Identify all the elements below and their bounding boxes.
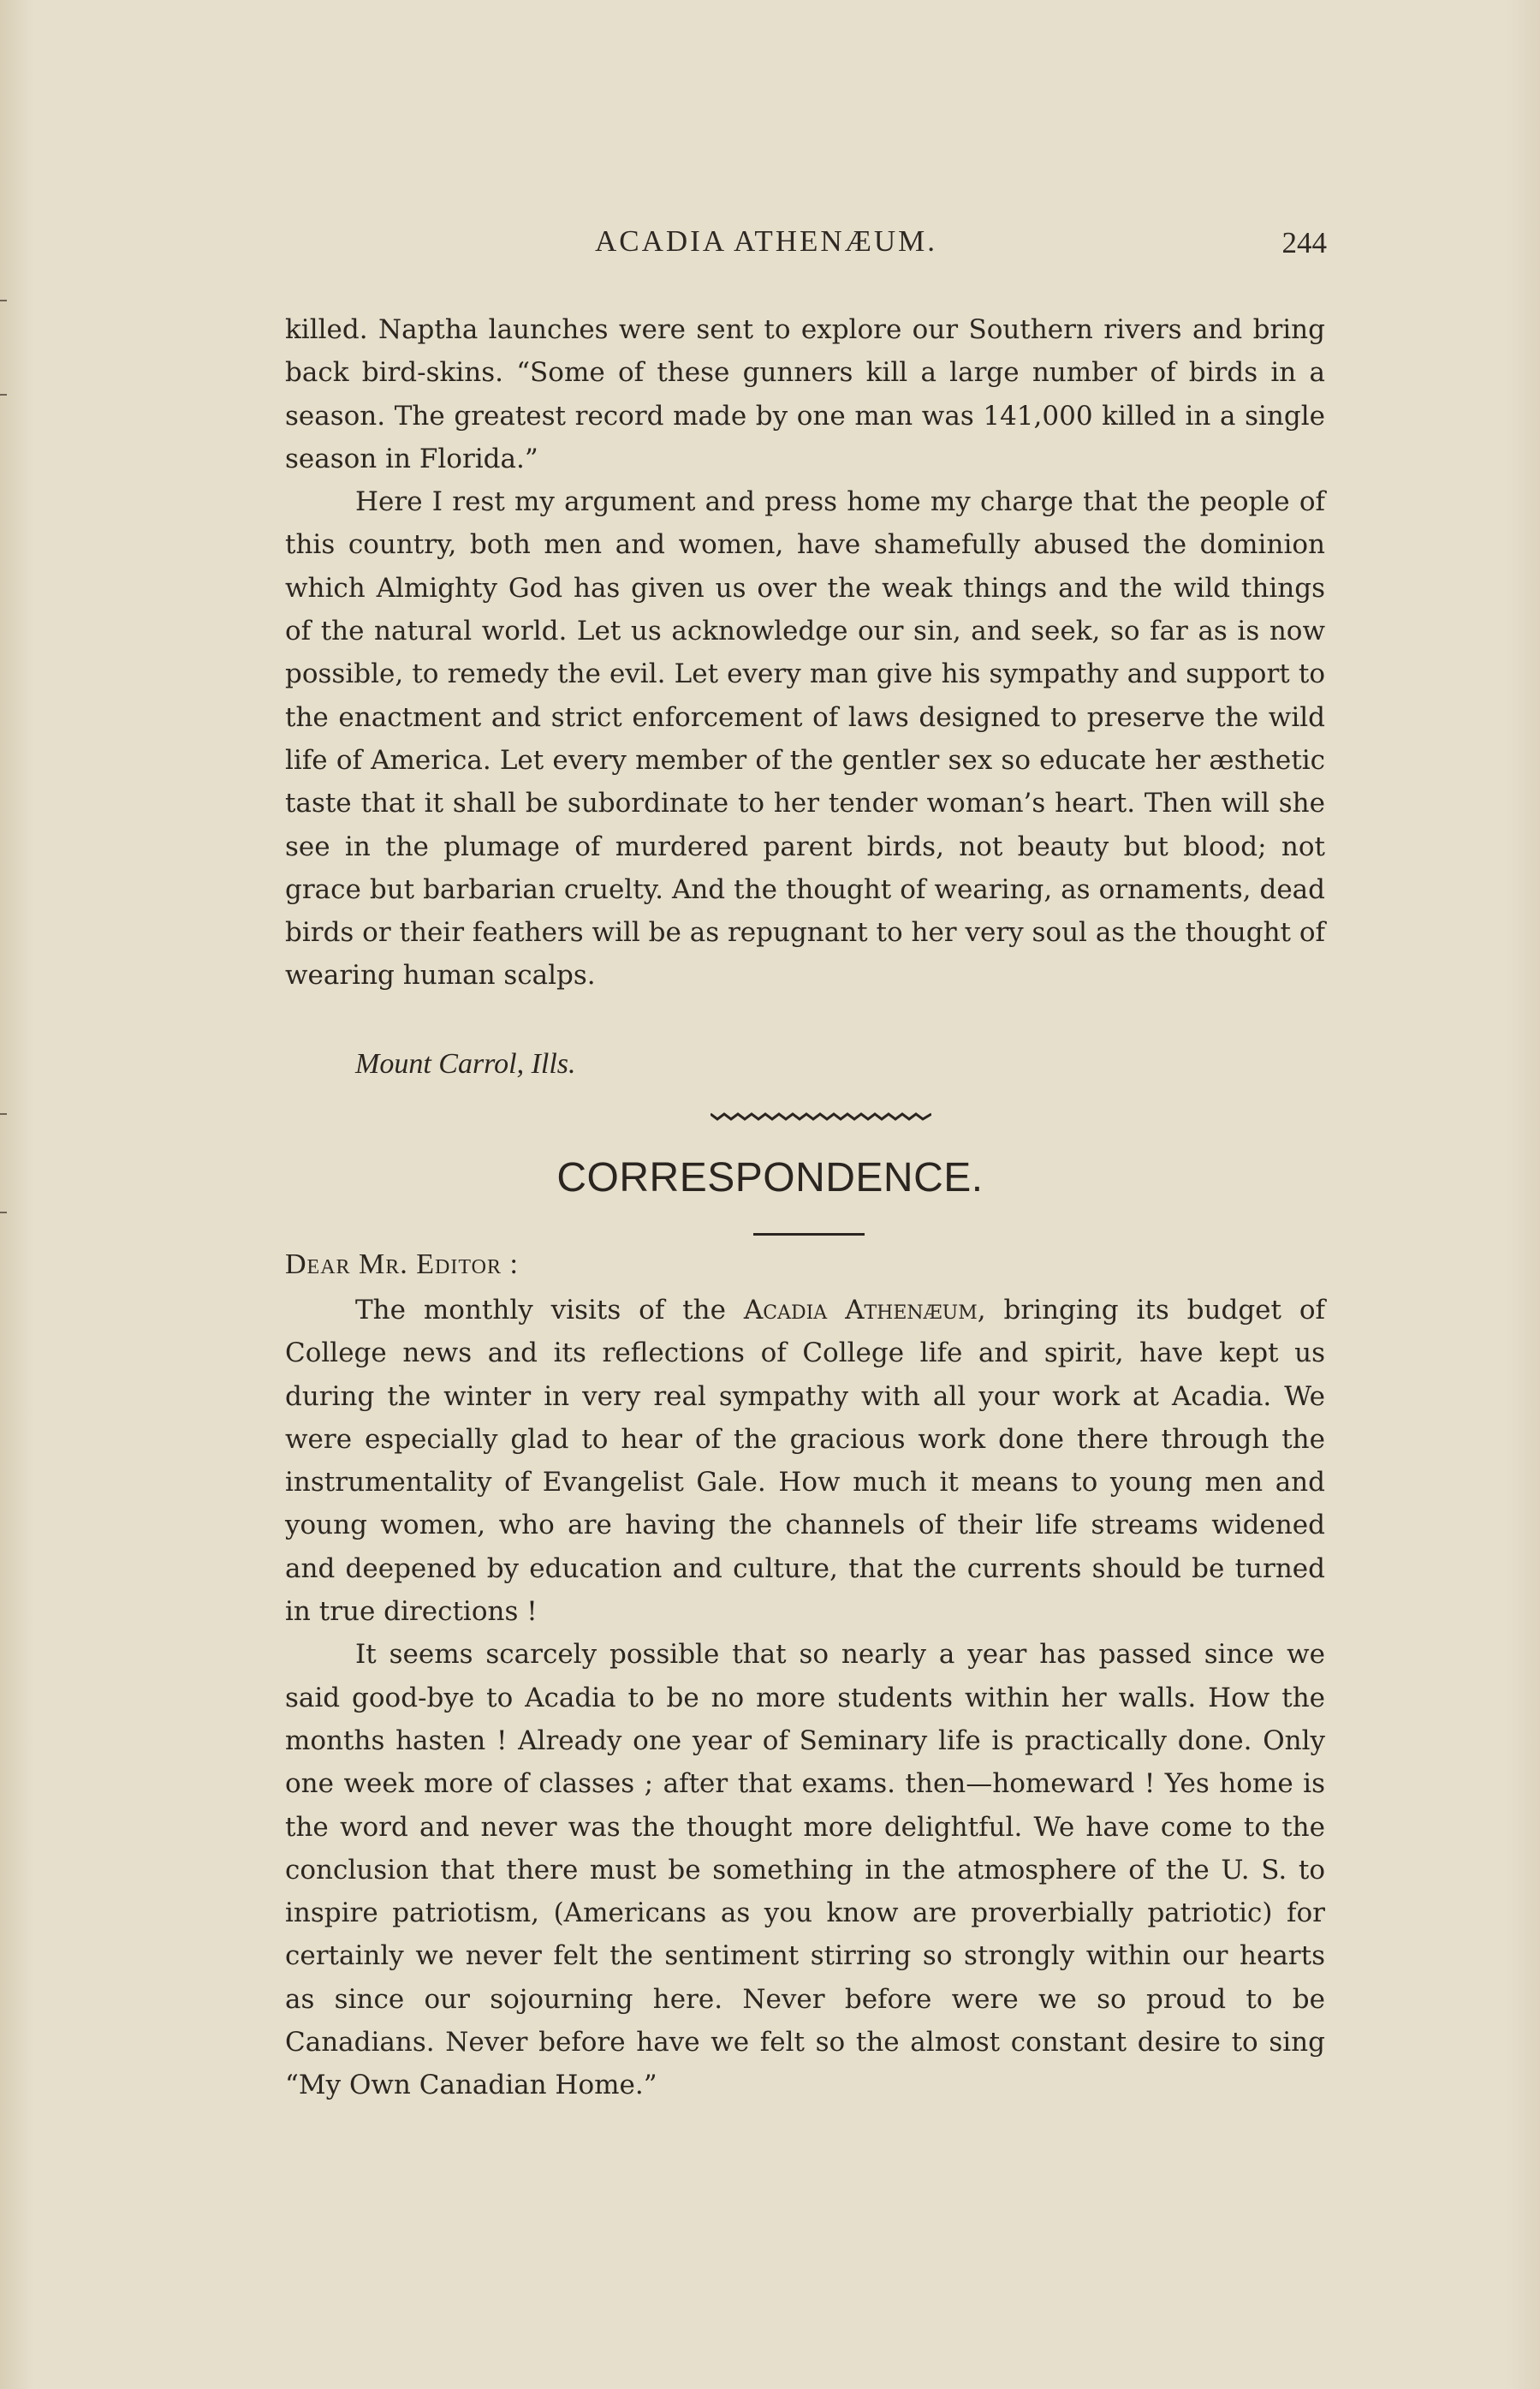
- letter-salutation: Dear Mr. Editor :: [285, 1248, 519, 1280]
- letter-paragraph: It seems scarcely possible that so nearly a year has passed since we said good-bye to Acadia to be no more students within her walls. How the months hasten ! Already one year of Seminary life is practically done. Only one week more of classes ; after that exams. then—homeward ! Yes home is the word and never was the thought more delightful. We have come to the conclusion that there must be something in the atmosphere of the U. S. to inspire patriotism, (Americans as you know are proverbially patriotic) for certainly we never felt the sentiment stirring so strongly within our hearts as since our sojourning here. Never before were we so proud to be Canadians. Never before have we felt so the almost constant desire to sing “My Own Canadian Home.”: [285, 1639, 1325, 2101]
- letter-paragraph: [285, 1289, 1325, 1633]
- article-paragraph: killed. Naptha launches were sent to explore our Southern rivers and bring back bird-skins. “Some of these gunners kill a large number of birds in a season. The greatest record made by one man was 141,000 killed in a single season in Florida.”: [285, 314, 1325, 474]
- margin-mark: [0, 1212, 7, 1213]
- section-divider-ornament: [711, 1111, 931, 1123]
- section-heading: CORRESPONDENCE.: [556, 1155, 984, 1200]
- letter-text: , bringing its budget of College news and its reflections of College life and spirit, have kept us during the winter in very real sympathy with all your work at Acadia. We were especially glad to hear of the gracious work done there through the instrumentality of Evangelist Gale. How much it means to young men and young women, who are having the channels of their life streams widened and deepened by education and culture, that the currents should be turned in true directions !: [285, 1295, 1326, 1628]
- letter-text: The monthly visits of the: [355, 1295, 726, 1326]
- journal-name-inline: Acadia Athenæum: [743, 1295, 978, 1326]
- heading-rule: [753, 1233, 865, 1236]
- article-continuation: [285, 308, 1325, 998]
- letter-body: [285, 1289, 1325, 2107]
- journal-title: ACADIA ATHENÆUM.: [595, 224, 937, 258]
- margin-mark: [0, 394, 7, 396]
- article-sign-off: Mount Carrol, Ills.: [355, 1048, 576, 1080]
- margin-mark: [0, 300, 7, 301]
- margin-mark: [0, 1113, 7, 1115]
- running-header: [287, 224, 1327, 272]
- article-paragraph: Here I rest my argument and press home my charge that the people of this country, both men and women, have shamefully abused the dominion which Almighty God has given us over the weak things and the wild things of the natural world. Let us acknowledge our sin, and seek, so far as is now possible, to remedy the evil. Let every man give his sympathy and support to the enactment and strict enforcement of laws designed to preserve the wild life of America. Let every member of the gentler sex so educate her æsthetic taste that it shall be subordinate to her tender woman’s heart. Then will she see in the plumage of murdered parent birds, not beauty but blood; not grace but barbarian cruelty. And the thought of wearing, as ornaments, dead birds or their feathers will be as repugnant to her very soul as the thought of wearing human scalps.: [285, 486, 1325, 992]
- page-number: 244: [1281, 226, 1327, 259]
